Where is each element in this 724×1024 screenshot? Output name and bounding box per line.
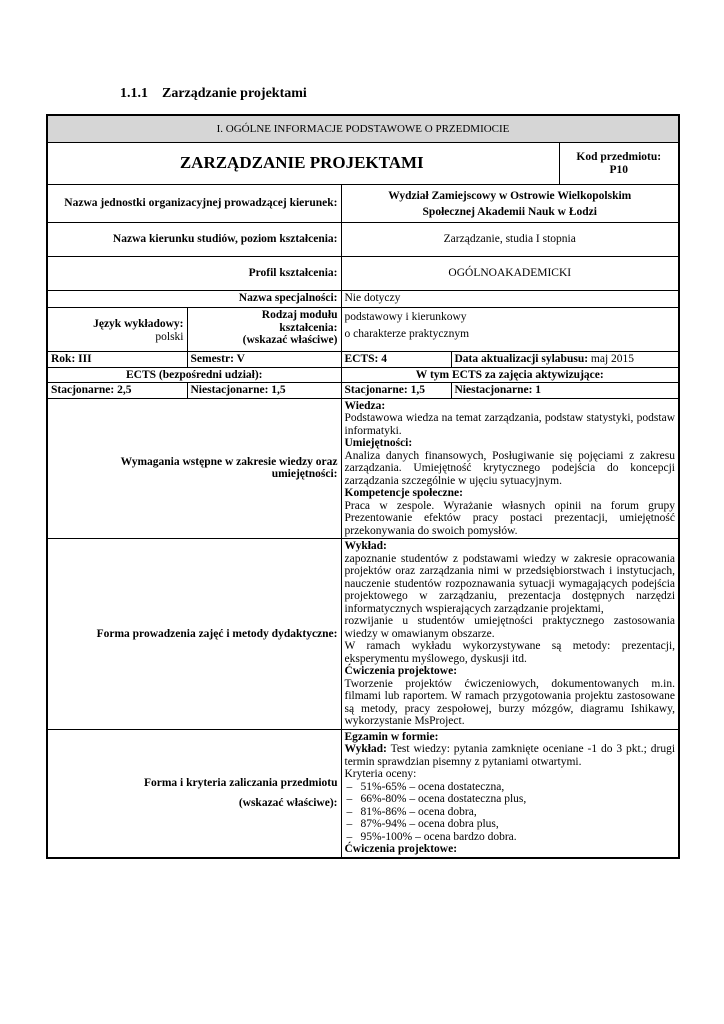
section-heading — [120, 86, 307, 102]
language-label: Język wykładowy: — [93, 318, 184, 330]
heading-title: Zarządzanie projektami — [162, 86, 307, 101]
niestac-direct: Niestacjonarne: 1,5 — [187, 383, 341, 399]
ects-cell: ECTS: 4 — [341, 352, 451, 368]
prerequisites-row — [47, 398, 679, 539]
unit-value-line-1: Wydział Zamiejscowy w Ostrowie Wielkopolskim — [388, 189, 632, 202]
skills-text: Analiza danych finansowych, Posługiwanie się pojęciami z zakresu zarządzania. Umiejętność krytycznego podejścia do koncepcji zarządzania szczególnie w ujęciu sytuacyjnym. — [344, 449, 676, 487]
criteria-row — [47, 729, 679, 858]
exam-lecture-heading: Wykład: — [344, 743, 387, 755]
module-label-line-1: Rodzaj modułu — [261, 309, 338, 321]
update-cell — [451, 352, 679, 368]
title-row — [47, 143, 679, 185]
niestac-active: Niestacjonarne: 1 — [451, 383, 679, 399]
unit-row — [47, 185, 679, 223]
lecture-text-3: W ramach wykładu wykorzystywane są metody: prezentacji, eksperymentu myślowego, dyskusji itd. — [344, 640, 676, 665]
module-value-line-1: podstawowy i kierunkowy — [344, 311, 467, 323]
year-cell: Rok: III — [47, 352, 187, 368]
skills-heading: Umiejętności: — [344, 437, 413, 449]
criteria-label-line-2: (wskazać właściwe): — [238, 797, 338, 809]
unit-value — [341, 185, 679, 223]
prerequisites-label-line-2: umiejętności: — [271, 468, 338, 481]
prerequisites-content — [341, 398, 679, 539]
unit-value-line-2: Społecznej Akademii Nauk w Łodzi — [422, 205, 597, 218]
specialty-label: Nazwa specjalności: — [47, 291, 341, 308]
ects-active-header: W tym ECTS za zajęcia aktywizujące: — [341, 367, 679, 383]
language-cell — [47, 308, 187, 352]
course-code-cell — [559, 143, 679, 185]
section-header: I. OGÓLNE INFORMACJE PODSTAWOWE O PRZEDMIOCIE — [47, 115, 679, 143]
ects-values-row — [47, 383, 679, 399]
ects-direct-header: ECTS (bezpośredni udział): — [47, 367, 341, 383]
lecture-text-2: rozwijanie u studentów umiejętności praktycznego zastosowania wiedzy w omawianym obszarze. — [344, 615, 676, 640]
language-module-row — [47, 308, 679, 352]
heading-number: 1.1.1 — [120, 86, 148, 101]
exercise-heading: Ćwiczenia projektowe: — [344, 665, 458, 677]
social-text: Praca w zespole. Wyrażanie własnych opinii na forum grupy Prezentowanie efektów pracy postaci prezentacji, umiejętność przekonywania do swoich pomysłów. — [344, 499, 676, 537]
module-value-line-2: o charakterze praktycznym — [344, 328, 470, 340]
section-header-row — [47, 115, 679, 143]
grade-item: – 87%-94% – ocena dobra plus, — [345, 818, 676, 831]
module-label — [187, 308, 341, 352]
grading-heading: Kryteria oceny: — [344, 768, 417, 780]
social-heading: Kompetencje społeczne: — [344, 487, 463, 499]
module-label-line-2: kształcenia: — [279, 321, 338, 334]
syllabus-table — [46, 114, 680, 859]
criteria-content — [341, 729, 679, 858]
criteria-label-line-1: Forma i kryteria zaliczania przedmiotu — [143, 777, 338, 789]
grade-item: – 81%-86% – ocena dobra, — [345, 806, 676, 819]
field-row — [47, 223, 679, 257]
update-value: maj 2015 — [590, 353, 635, 365]
criteria-label — [47, 729, 341, 858]
exam-lecture-text: Test wiedzy: pytania zamknięte oceniane -1 do 3 pkt.; drugi termin sprawdzian pisemny z pytaniami otwartymi. — [344, 743, 676, 768]
course-code-label: Kod przedmiotu: — [576, 151, 662, 163]
profile-row — [47, 257, 679, 291]
module-label-line-3: (wskazać właściwe) — [242, 334, 338, 346]
grade-item: – 66%-80% – ocena dostateczna plus, — [345, 793, 676, 806]
module-value — [341, 308, 679, 352]
unit-label: Nazwa jednostki organizacyjnej prowadzącej kierunek: — [47, 185, 341, 223]
profile-value: OGÓLNOAKADEMICKI — [341, 257, 679, 291]
year-row — [47, 352, 679, 368]
course-title: ZARZĄDZANIE PROJEKTAMI — [47, 143, 559, 185]
grade-item: – 95%-100% – ocena bardzo dobra. — [345, 831, 676, 844]
lecture-heading: Wykład: — [344, 540, 387, 552]
semester-cell: Semestr: V — [187, 352, 341, 368]
grading-list — [345, 781, 676, 844]
knowledge-text: Podstawowa wiedza na temat zarządzania, podstaw statystyki, podstaw informatyki. — [344, 412, 676, 437]
exam-lecture — [345, 743, 676, 768]
exam-heading: Egzamin w formie: — [344, 730, 439, 743]
grade-item: – 51%-65% – ocena dostateczna, — [345, 781, 676, 794]
field-value: Zarządzanie, studia I stopnia — [341, 223, 679, 257]
update-label: Data aktualizacji sylabusu: — [454, 353, 589, 365]
course-code: P10 — [609, 163, 629, 176]
ects-header-row — [47, 367, 679, 383]
stac-direct: Stacjonarne: 2,5 — [47, 383, 187, 399]
knowledge-heading: Wiedza: — [344, 399, 386, 412]
prerequisites-label-line-1: Wymagania wstępne w zakresie wiedzy oraz — [120, 455, 338, 468]
specialty-row — [47, 291, 679, 308]
exercise-text: Tworzenie projektów ćwiczeniowych, dokumentowanych m.in. filmami lub raportem. W ramach przygotowania projektu zastosowane są metody, pracy zespołowej, burzy mózgów, diagramu Ishikawy, wykorzystanie MsProject. — [344, 677, 676, 727]
teaching-form-row — [47, 539, 679, 730]
teaching-form-label: Forma prowadzenia zajęć i metody dydaktyczne: — [47, 539, 341, 730]
prerequisites-label — [47, 398, 341, 539]
profile-label: Profil kształcenia: — [47, 257, 341, 291]
teaching-form-content — [341, 539, 679, 730]
language-value: polski — [155, 330, 184, 343]
project-exercise-heading: Ćwiczenia projektowe: — [344, 843, 458, 855]
field-label: Nazwa kierunku studiów, poziom kształcenia: — [47, 223, 341, 257]
specialty-value: Nie dotyczy — [341, 291, 679, 308]
stac-active: Stacjonarne: 1,5 — [341, 383, 451, 399]
lecture-text-1: zapoznanie studentów z podstawami wiedzy w zakresie opracowania projektów oraz zarządzania nimi w przedsiębiorstwach i instytucjach, nauczenie studentów rozpoznawania sytuacji wymagających podejścia projektowego w zarządzaniu, prezentacja dostępnych narzędzi informatycznych wspierających zarządzanie projektami, — [344, 552, 676, 615]
